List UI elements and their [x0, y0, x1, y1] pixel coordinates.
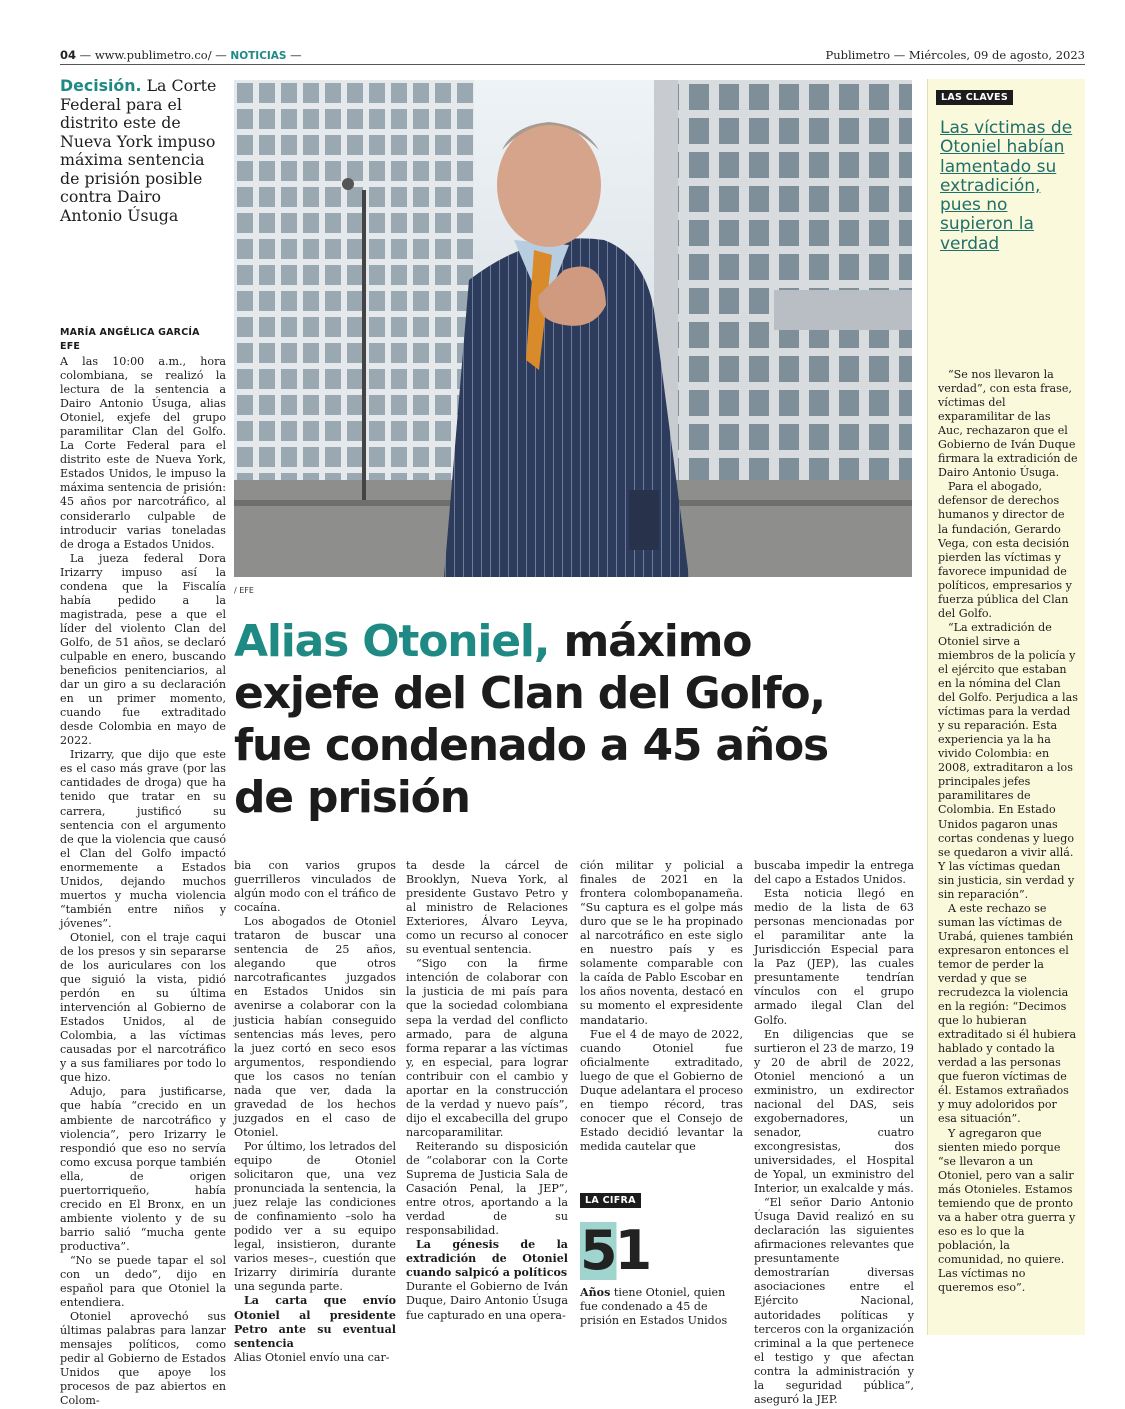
paragraph: “Sigo con la firme intención de colaborar con la justicia de mi país para que la sociedad colombiana sepa la verdad del conflicto armado, para de alguna forma reparar a las víctimas y, en especial, para lograr contribuir con el cambio y aportar en la construcción de la verdad y nuevo país”, dijo el excabecilla del grupo narcoparamilitar.	[406, 957, 568, 1139]
article-column-1	[60, 355, 226, 1409]
headline	[234, 616, 854, 824]
byline-author: MARÍA ANGÉLICA GARCÍA	[60, 327, 200, 338]
paragraph: Para el abogado, defensor de derechos humanos y director de la fundación, Gerardo Vega, con esta decisión pierden las víctimas y favorece impunidad de políticos, empresarios y fuerza pública del Clan del Golfo.	[938, 480, 1072, 620]
paragraph: Por último, los letrados del equipo de Otoniel solicitaron que, una vez pronunciada la sentencia, la juez relaje las condiciones de confinamiento –solo ha podido ver a su equipo legal, insistieron, durante varios meses–, cuestión que Irizarry dirimiría durante una segunda parte.	[234, 1139, 396, 1294]
main-photo	[234, 80, 912, 577]
paragraph: “La extradición de Otoniel sirve a miembros de la policía y el ejército que estaban en la nómina del Clan del Golfo. Perjudica a las víctimas para la verdad y su reparación. Esta experiencia ya la ha vivido Colombia: en 2008, extraditaron a los principales jefes paramilitares de Colombia. En Estado Unidos pagaron unas cortas condenas y luego se quedaron a vivir allá. Y las víctimas quedan sin justicia, sin verdad y sin reparación”.	[938, 620, 1078, 901]
page-number: 04	[60, 48, 77, 62]
paragraph: buscaba impedir la entrega del capo a Estados Unidos.	[754, 859, 914, 887]
paragraph: Durante el Gobierno de Iván Duque, Dairo Antonio Úsuga fue capturado en una opera-	[406, 1280, 568, 1322]
article-column-3	[406, 859, 568, 1323]
paragraph: Y agregaron que sienten miedo porque “se llevaron a un Otoniel, pero van a salir más Otonieles. Estamos temiendo que de pronto va a haber otra guerra y eso es lo que la población, la comunidad, no quiere. Las víctimas no queremos eso”.	[938, 1126, 1076, 1295]
byline-agency: EFE	[60, 341, 81, 352]
subheading: La carta que envío Otoniel al presidente Petro ante su eventual sentencia	[234, 1294, 396, 1350]
paragraph: A las 10:00 a.m., hora colombiana, se realizó la lectura de la sentencia a Dairo Antonio Úsuga, alias Otoniel, exjefe del grupo paramilitar Clan del Golfo. La Corte Federal para el distrito este de Nueva York, Estados Unidos, le impuso la máxima sentencia de prisión: 45 años por narcotráfico, al considerarlo culpable de introducir varias toneladas de droga a Estados Unidos.	[60, 355, 226, 551]
sidebar-las-claves	[927, 79, 1085, 1335]
byline	[60, 326, 230, 354]
lede	[60, 77, 222, 225]
article-column-4	[580, 859, 743, 1154]
paragraph: Otoniel aprovechó sus últimas palabras para lanzar mensajes políticos, como pedir al Gobierno de Estados Unidos que apoye los procesos de paz abiertos en Colom-	[60, 1310, 226, 1408]
paragraph: Adujo, para justificarse, que había “crecido en un ambiente de narcotráfico y violencia”, pero Irizarry le respondió que eso no servía como excusa porque también ella, de origen puertorriqueño, había crecido en El Bronx, en un ambiente violento y de su barrio salió “mucha gente productiva”.	[60, 1085, 226, 1253]
headline-accent: Alias Otoniel,	[234, 616, 550, 667]
paragraph: A este rechazo se suman las víctimas de Urabá, quienes también expresaron entonces el temor de perder la verdad y que se recrudezca la violencia en la región: “Decimos que lo hubieran extraditado si él hubiera hablado y contado la verdad a las personas que fueron víctimas de él. Estamos extrañados y muy adoloridos por esa situación”.	[938, 901, 1077, 1126]
figure-caption	[580, 1286, 745, 1328]
figure-caption-bold: Años	[580, 1286, 611, 1299]
figure-caption-text: tiene Otoniel, quien fue condenado a 45 de prisión en Estados Unidos	[580, 1286, 728, 1327]
folio-rule	[60, 64, 1085, 65]
figure-number: 51	[580, 1222, 653, 1280]
paragraph: bia con varios grupos guerrilleros vinculados de algún modo con el tráfico de cocaína.	[234, 859, 396, 915]
sidebar-tag: LAS CLAVES	[936, 90, 1013, 105]
paragraph: Alias Otoniel envío una car-	[234, 1350, 390, 1364]
paragraph: Esta noticia llegó en medio de la lista de 63 personas mencionadas por el paramilitar ante la Jurisdicción Especial para la Paz (JEP), las cuales presuntamente tendrían vínculos con el grupo armado ilegal Clan del Golfo.	[754, 887, 914, 1027]
lede-text: La Corte Federal para el distrito este de Nueva York impuso máxima sentencia de prisión posible contra Dairo Antonio Úsuga	[60, 76, 217, 225]
section-trail: —	[290, 48, 302, 62]
photo-illustration	[234, 80, 912, 577]
paragraph: “El señor Dario Antonio Úsuga David realizó en su declaración las siguientes afirmaciones relevantes que presuntamente demostrarían diversas asociaciones entre el Ejército Nacional, autoridades políticas y terceros con la organización criminal a la que pertenece el testigo y que afectan contra la administración y la seguridad pública”, aseguró la JEP.	[754, 1196, 914, 1406]
paragraph: La jueza federal Dora Irizarry impuso así la condena que la Fiscalía había pedido a la magistrada, pese a que el líder del violento Clan del Golfo, de 51 años, se declaró culpable en enero, buscando beneficios penitenciarios, al dar un giro a su declaración en un primer momento, cuando fue extraditado desde Colombia en mayo de 2022.	[60, 551, 226, 748]
sidebar-title: Las víctimas de Otoniel habían lamentado su extradición, pues no supieron la verdad	[940, 118, 1073, 254]
article-column-2	[234, 859, 396, 1365]
paragraph: “No se puede tapar el sol con un dedo”, dijo en español para que Otoniel la entendiera.	[60, 1254, 226, 1310]
paragraph: “Se nos llevaron la verdad”, con esta frase, víctimas del exparamilitar de las Auc, rechazaron que el Gobierno de Iván Duque firmara la extradición de Dairo Antonio Úsuga.	[938, 368, 1078, 480]
paragraph: Otoniel, con el traje caqui de los presos y sin separarse de los auriculares con los que siguió la vista, pidió perdón en su última intervención al Gobierno de Estados Unidos, al de Colombia, a las víctimas causadas por el narcotráfico y a sus familiares por todo lo que hizo.	[60, 930, 226, 1085]
figure-tag: LA CIFRA	[580, 1193, 641, 1208]
figure-box	[580, 1188, 745, 1328]
subheading: La génesis de la extradición de Otoniel cuando salpicó a políticos	[406, 1238, 568, 1280]
sidebar-body	[938, 368, 1078, 1295]
site-url: — www.publimetro.co/ —	[79, 48, 227, 62]
paragraph: ta desde la cárcel de Brooklyn, Nueva York, al presidente Gustavo Petro y al ministro de Relaciones Exteriores, Álvaro Leyva, como un recurso al conocer su eventual sentencia.	[406, 859, 568, 957]
paragraph: En diligencias que se surtieron el 23 de marzo, 19 y 20 de abril de 2022, Otoniel mencionó a un exministro, un exdirector nacional del DAS, seis exgobernadores, un senador, cuatro excongresistas, dos universidades, el Hospital de Yopal, un exministro del Interior, un exalcalde y más.	[754, 1027, 914, 1196]
folio-date: Publimetro — Miércoles, 09 de agosto, 2023	[825, 48, 1085, 62]
paragraph: Fue el 4 de mayo de 2022, cuando Otoniel fue oficialmente extraditado, luego de que el Gobierno de Duque adelantara el proceso en tiempo récord, tras conocer que el Consejo de Estado decidió levantar la medida cautelar que	[580, 1027, 743, 1153]
lede-keyword: Decisión.	[60, 76, 142, 95]
photo-credit: / EFE	[234, 586, 254, 595]
paragraph: Irizarry, que dijo que este es el caso más grave (por las cantidades de droga) que ha tenido que tratar en su carrera, justificó su sentencia con el argumento de que la violencia que causó el Clan del Golfo impactó enormemente a Estados Unidos, dejando muchos muertos y mucha violencia “también entre niños y jóvenes”.	[60, 748, 226, 930]
article-column-5	[754, 859, 914, 1407]
paragraph: Los abogados de Otoniel trataron de buscar una sentencia de 25 años, alegando que otros narcotraficantes juzgados en Estados Unidos sin avenirse a colaborar con la justicia habían conseguido sentencias más leves, pero la juez cortó en seco esos argumentos, respondiendo que los casos no tenían nada que ver, dada la gravedad de los hechos juzgados en el caso de Otoniel.	[234, 915, 396, 1139]
headline-rest: máximo exjefe del Clan del Golfo, fue condenado a 45 años de prisión	[234, 616, 829, 823]
section-name: NOTICIAS	[230, 50, 287, 62]
paragraph: Reiterando su disposición de “colaborar con la Corte Suprema de Justicia Sala de Casación Penal, la JEP”, entre otros, aportando a la verdad de su responsabilidad.	[406, 1139, 568, 1238]
folio-left	[60, 48, 302, 62]
paragraph: ción militar y policial a finales de 2021 en la frontera colombopanameña. “Su captura es el golpe más duro que se le ha propinado al narcotráfico en este siglo en nuestro país y es solamente comparable con la caída de Pablo Escobar en los años noventa, destacó en su momento el expresidente mandatario.	[580, 859, 743, 1027]
